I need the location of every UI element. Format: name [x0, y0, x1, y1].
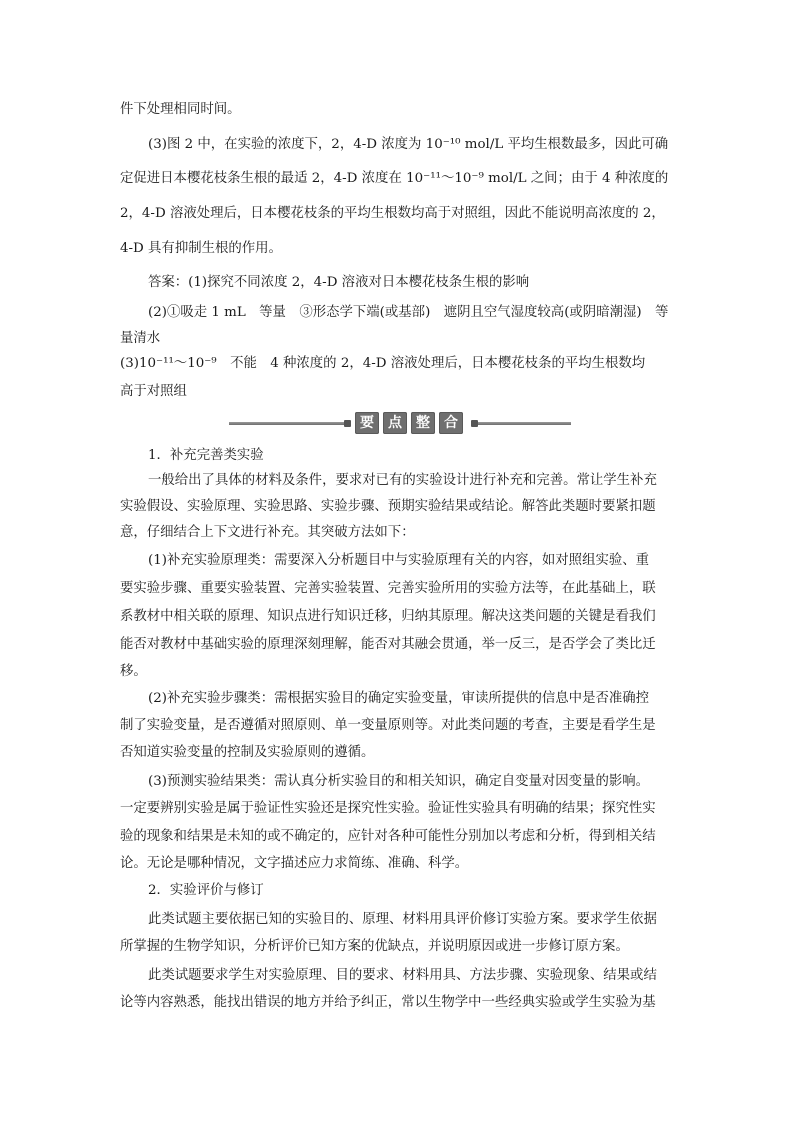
banner-char: 要 [355, 412, 379, 434]
text-line: 能否对教材中基础实验的原理深刻理解，能否对其融会贯通，举一反三，是否学会了类比迁 [120, 637, 656, 652]
text-line: 要实验步骤、重要实验装置、完善实验装置、完善实验所用的实验方法等，在此基础上，联 [120, 581, 656, 596]
section-heading: 1．补充完善类实验 [148, 448, 264, 463]
text-line: (2)补充实验步骤类：需根据实验目的确定实验变量，审读所提供的信息中是否准确控 [148, 691, 650, 706]
text-line: (3)图 2 中，在实验的浓度下，2，4-D 浓度为 10⁻¹⁰ mol/L 平均生根数最多，因此可确 [148, 137, 669, 152]
banner-rule-right [473, 422, 571, 425]
text-line: 意，仔细结合上下文进行补充。其突破方法如下： [120, 525, 415, 540]
text-line: 移。 [120, 664, 147, 679]
text-line: 实验假设、实验原理、实验思路、实验步骤、预期实验结果或结论。解答此类题时要紧扣题 [120, 499, 656, 514]
text-line: 所掌握的生物学知识，分析评价已知方案的优缺点，并说明原因或进一步修订原方案。 [120, 939, 629, 954]
text-line: 制了实验变量，是否遵循对照原则、单一变量原则等。对此类问题的考查，主要是看学生是 [120, 718, 656, 733]
section-heading: 2．实验评价与修订 [148, 883, 264, 898]
text-line: 件下处理相同时间。 [120, 102, 241, 117]
answer-line: 量清水 [120, 331, 161, 346]
banner-char: 整 [411, 412, 435, 434]
text-line: 一般给出了具体的材料及条件，要求对已有的实验设计进行补充和完善。常让学生补充 [148, 473, 657, 488]
text-line: 4-D 具有抑制生根的作用。 [120, 241, 282, 256]
answer-line: 答案：(1)探究不同浓度 2，4-D 溶液对日本樱花枝条生根的影响 [148, 275, 530, 290]
text-line: (1)补充实验原理类：需要深入分析题目中与实验原理有关的内容，如对照组实验、重 [148, 553, 650, 568]
banner-title [355, 412, 463, 434]
answer-line: (2)①吸走 1 mL 等量 ③形态学下端(或基部) 遮阴且空气湿度较高(或阴暗潮湿) 等 [148, 305, 669, 320]
text-line: 此类试题要求学生对实验原理、目的要求、材料用具、方法步骤、实验现象、结果或结 [148, 968, 657, 983]
text-line: 论。无论是哪种情况，文字描述应力求简练、准确、科学。 [120, 856, 469, 871]
text-line: 系教材中相关联的原理、知识点进行知识迁移，归纳其原理。解决这类问题的关键是看我们 [120, 609, 656, 624]
text-line: 否知道实验变量的控制及实验原则的遵循。 [120, 745, 375, 760]
banner-char: 合 [439, 412, 463, 434]
banner-rule-left [229, 422, 349, 425]
banner-char: 点 [383, 412, 407, 434]
text-line: 一定要辨别实验是属于验证性实验还是探究性实验。验证性实验具有明确的结果；探究性实 [120, 801, 656, 816]
answer-line: (3)10⁻¹¹～10⁻⁹ 不能 4 种浓度的 2，4-D 溶液处理后，日本樱花枝条的平均生根数均 [120, 356, 646, 371]
section-banner [0, 410, 794, 438]
text-line: 2，4-D 溶液处理后，日本樱花枝条的平均生根数均高于对照组，因此不能说明高浓度的 2， [120, 206, 665, 221]
text-line: 定促进日本樱花枝条生根的最适 2，4-D 浓度在 10⁻¹¹～10⁻⁹ mol/L 之间；由于 4 种浓度的 [120, 171, 669, 186]
text-line: 此类试题主要依据已知的实验目的、原理、材料用具评价修订实验方案。要求学生依据 [148, 912, 657, 927]
answer-line: 高于对照组 [120, 384, 187, 399]
text-line: 验的现象和结果是未知的或不确定的，应针对各种可能性分别加以考虑和分析，得到相关结 [120, 829, 656, 844]
text-line: 论等内容熟悉，能找出错误的地方并给予纠正，常以生物学中一些经典实验或学生实验为基 [120, 995, 656, 1010]
text-line: (3)预测实验结果类：需认真分析实验目的和相关知识，确定自变量对因变量的影响。 [148, 774, 650, 789]
